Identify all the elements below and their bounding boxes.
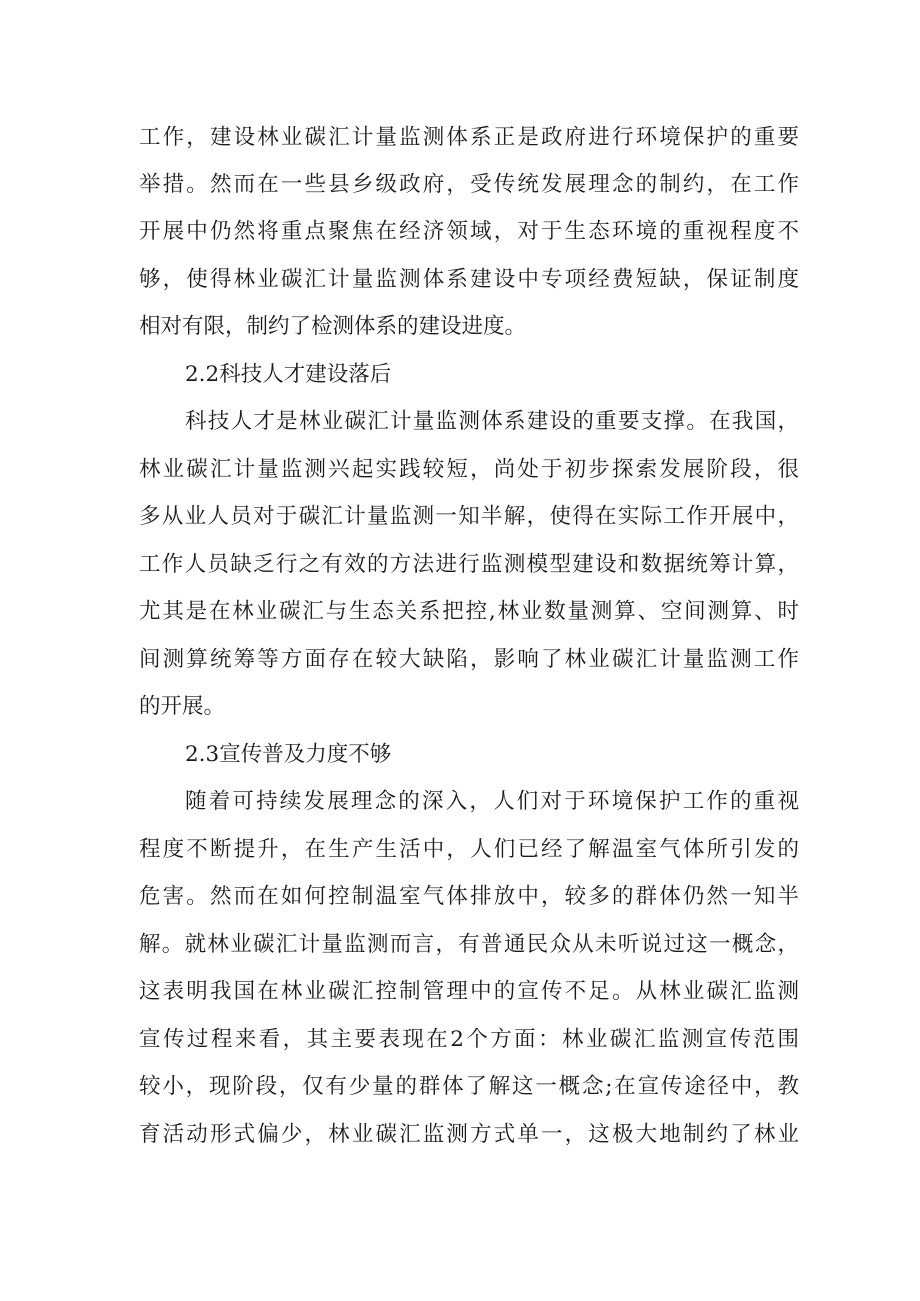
paragraph-line: 举措。然而在一些县乡级政府，受传统发展理念的制约，在工作 <box>139 172 799 197</box>
paragraph-line: 宣传过程来看，其主要表现在2个方面：林业碳汇监测宣传范围 <box>139 1027 799 1052</box>
paragraph-line: 工作人员缺乏行之有效的方法进行监测模型建设和数据统筹计算， <box>139 552 799 577</box>
paragraph-line: 科技人才是林业碳汇计量监测体系建设的重要支撑。在我国， <box>185 409 799 434</box>
paragraph-line: 开展中仍然将重点聚焦在经济领域，对于生态环境的重视程度不 <box>139 219 799 244</box>
paragraph-line: 够，使得林业碳汇计量监测体系建设中专项经费短缺，保证制度 <box>139 267 799 292</box>
paragraph-line: 解。就林业碳汇计量监测而言，有普通民众从未听说过这一概念， <box>139 932 799 957</box>
paragraph-line: 间测算统筹等方面存在较大缺陷，影响了林业碳汇计量监测工作 <box>139 647 799 672</box>
paragraph-line: 林业碳汇计量监测兴起实践较短，尚处于初步探索发展阶段，很 <box>139 457 799 482</box>
paragraph-line: 这表明我国在林业碳汇控制管理中的宣传不足。从林业碳汇监测 <box>139 979 799 1004</box>
paragraph-line: 程度不断提升，在生产生活中，人们已经了解温室气体所引发的 <box>139 837 799 862</box>
paragraph-line: 多从业人员对于碳汇计量监测一知半解，使得在实际工作开展中， <box>139 504 799 529</box>
paragraph-line: 工作，建设林业碳汇计量监测体系正是政府进行环境保护的重要 <box>139 125 799 150</box>
section-heading: 2.3宣传普及力度不够 <box>185 742 392 767</box>
paragraph-line: 育活动形式偏少，林业碳汇监测方式单一，这极大地制约了林业 <box>139 1122 799 1147</box>
paragraph-line: 危害。然而在如何控制温室气体排放中，较多的群体仍然一知半 <box>139 884 799 909</box>
paragraph-line: 相对有限，制约了检测体系的建设进度。 <box>139 314 527 339</box>
section-heading: 2.2科技人才建设落后 <box>185 362 392 387</box>
paragraph-line: 随着可持续发展理念的深入，人们对于环境保护工作的重视 <box>185 789 799 814</box>
paragraph-line: 尤其是在林业碳汇与生态关系把控,林业数量测算、空间测算、时 <box>139 599 799 624</box>
paragraph-line: 的开展。 <box>139 694 226 719</box>
paragraph-line: 较小，现阶段，仅有少量的群体了解这一概念;在宣传途径中，教 <box>139 1074 799 1099</box>
